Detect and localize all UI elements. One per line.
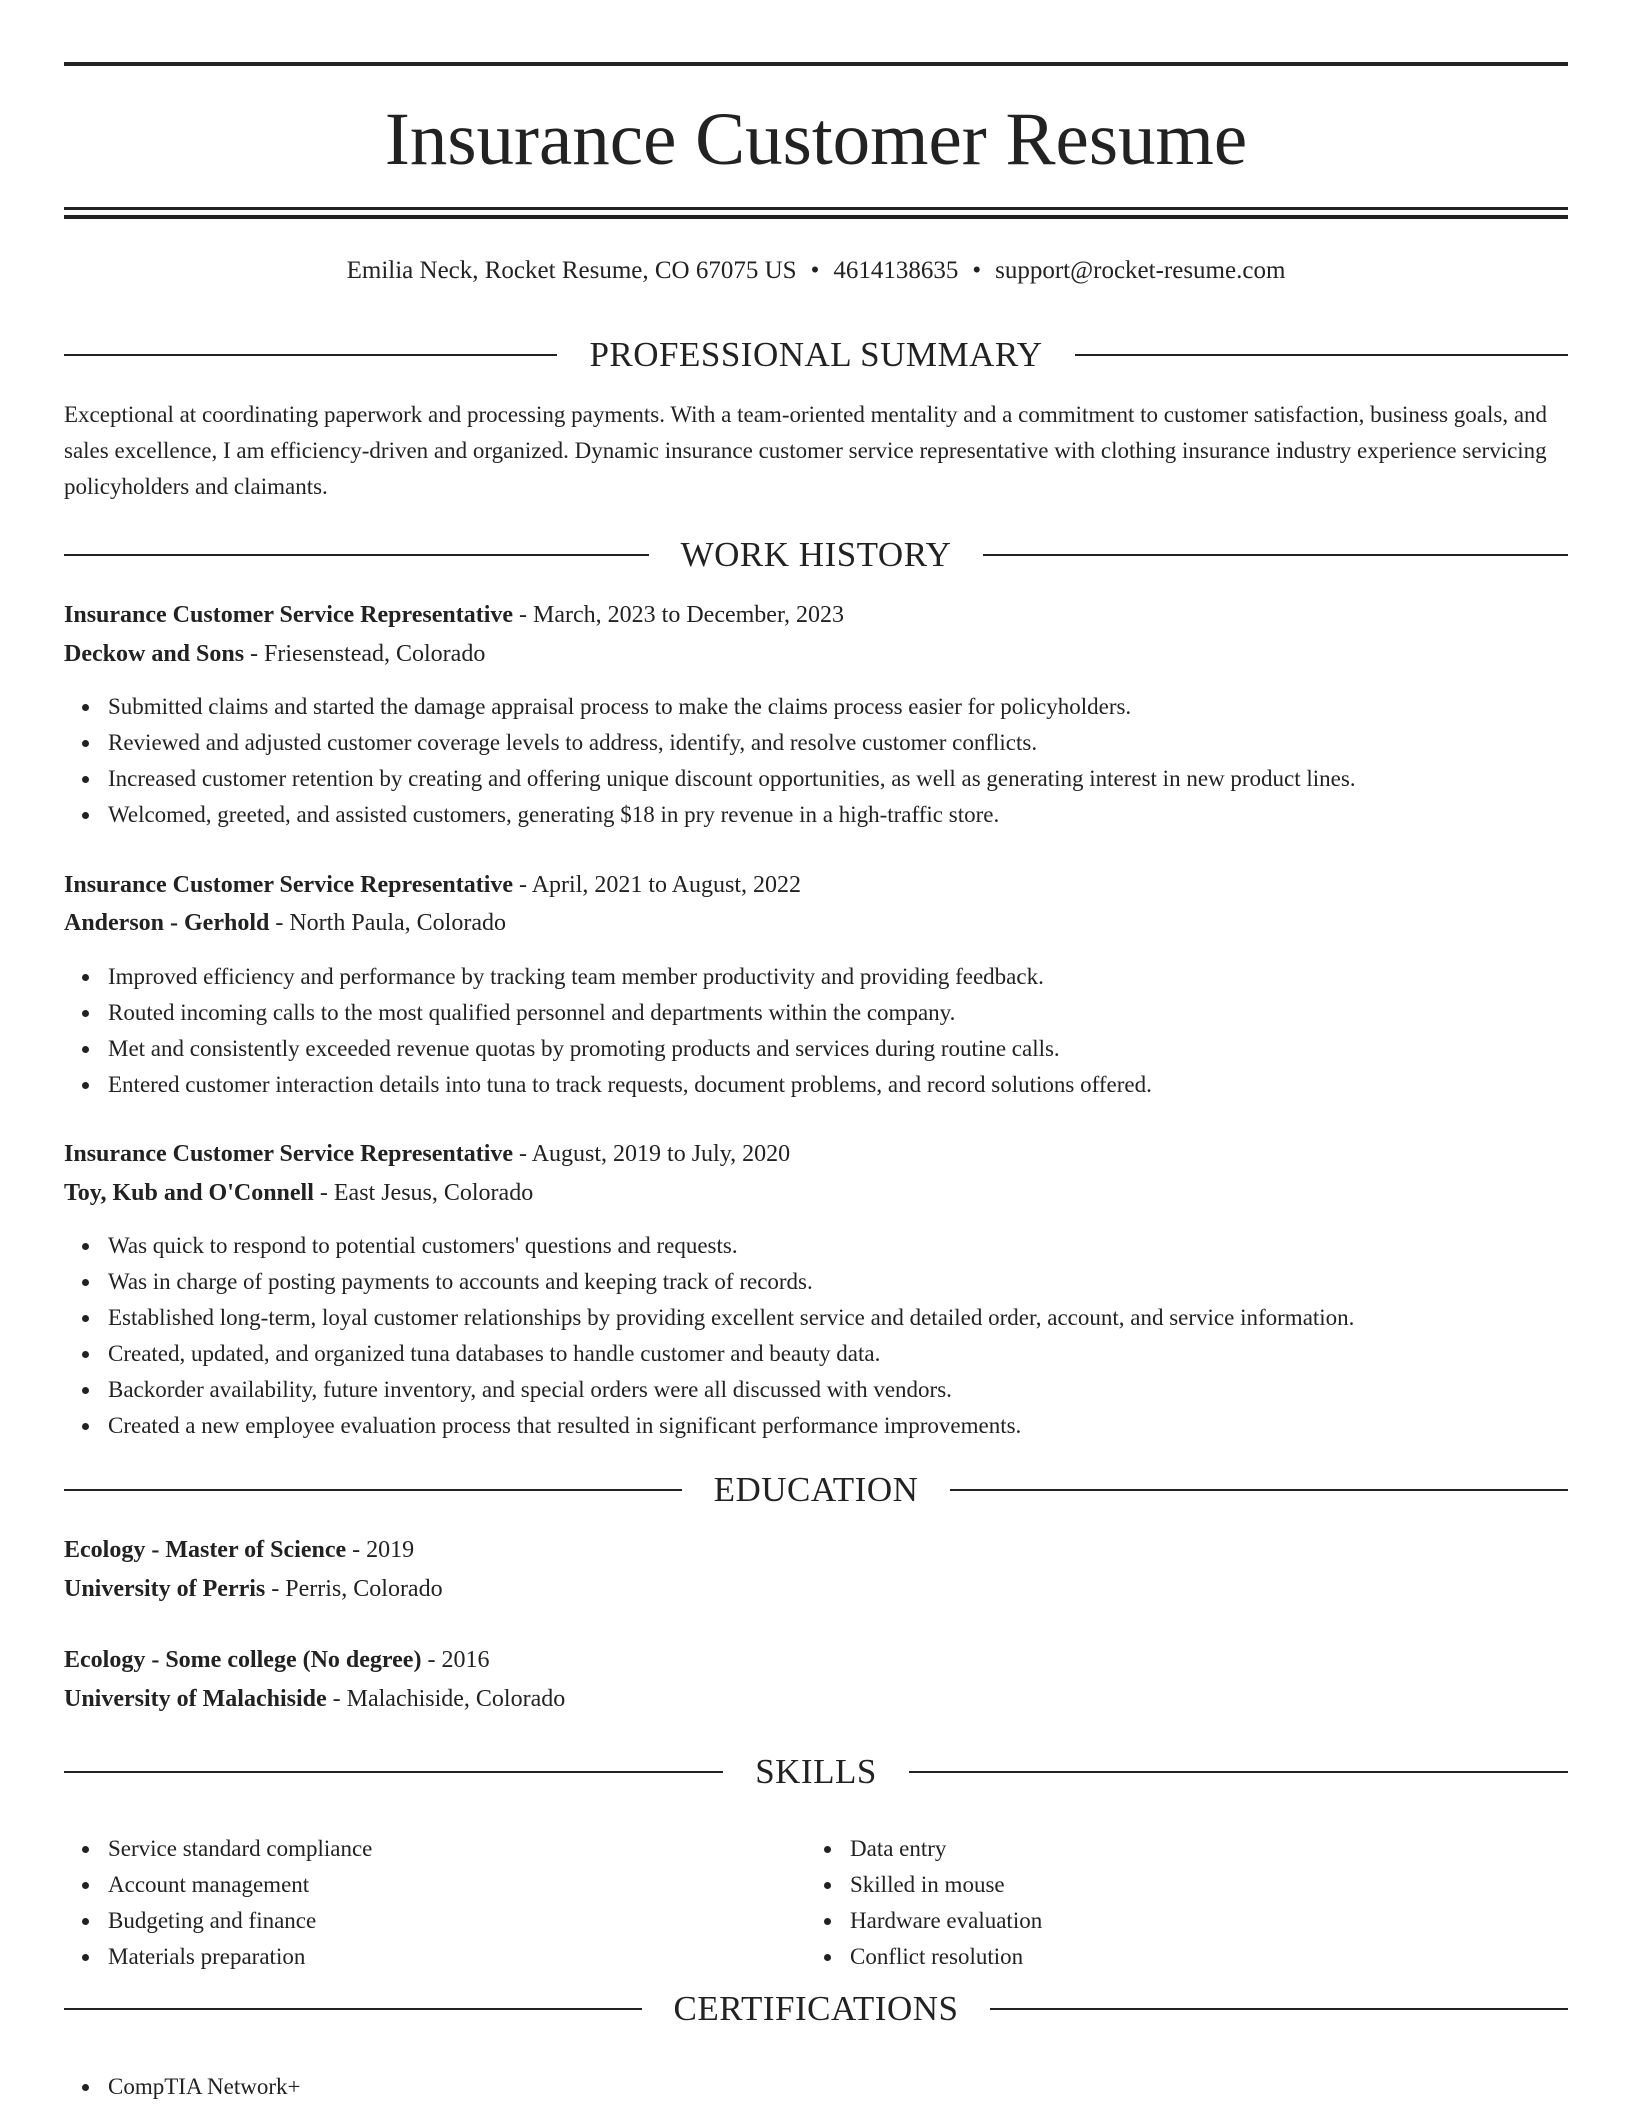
section-heading-summary bbox=[64, 331, 1568, 379]
education-location: - Perris, Colorado bbox=[265, 1576, 443, 1602]
job-bullet: Increased customer retention by creating and offering unique discount opportunities, as well as generating interest in new product lines. bbox=[108, 761, 1612, 797]
skills-list-right bbox=[806, 1831, 1550, 1975]
job-bullet-list bbox=[64, 959, 1612, 1103]
job-bullet: Reviewed and adjusted customer coverage levels to address, identify, and resolve customer conflicts. bbox=[108, 725, 1612, 761]
section-rule-right bbox=[909, 1771, 1568, 1773]
job-dates: - April, 2021 to August, 2022 bbox=[513, 872, 802, 898]
education-location: - Malachiside, Colorado bbox=[326, 1686, 566, 1712]
skill-item: Account management bbox=[108, 1867, 808, 1903]
contact-address: Emilia Neck, Rocket Resume, CO 67075 US bbox=[346, 257, 797, 284]
section-title: CERTIFICATIONS bbox=[673, 1989, 959, 2028]
job-company-line bbox=[64, 905, 1568, 941]
section-rule-right bbox=[950, 1489, 1568, 1491]
job-company-line bbox=[64, 1175, 1568, 1211]
job-company-line bbox=[64, 636, 1568, 672]
section-rule-left bbox=[64, 554, 649, 556]
education-degree: Ecology - Master of Science bbox=[64, 1537, 347, 1563]
job-bullet: Entered customer interaction details into tuna to track requests, document problems, and record solutions offered. bbox=[108, 1067, 1612, 1103]
job-company: Deckow and Sons bbox=[64, 641, 245, 667]
job-bullet: Was in charge of posting payments to accounts and keeping track of records. bbox=[108, 1264, 1612, 1300]
job-bullet: Routed incoming calls to the most qualified personnel and departments within the company. bbox=[108, 995, 1612, 1031]
education-school: University of Perris bbox=[64, 1576, 266, 1602]
section-rule-right bbox=[1075, 354, 1568, 356]
header-top-rule bbox=[64, 62, 1568, 66]
contact-line bbox=[64, 253, 1568, 289]
section-heading-skills bbox=[64, 1748, 1568, 1796]
job-bullet-list bbox=[64, 1228, 1612, 1444]
section-heading-work bbox=[64, 531, 1568, 579]
contact-separator: • bbox=[972, 257, 982, 284]
header-bottom-rule bbox=[64, 207, 1568, 210]
skill-item: Materials preparation bbox=[108, 1939, 808, 1975]
section-title: WORK HISTORY bbox=[680, 535, 952, 574]
header-bottom-rule-second bbox=[64, 215, 1568, 219]
certification-item: CompTIA Network+ bbox=[108, 2069, 1612, 2105]
job-dates: - August, 2019 to July, 2020 bbox=[513, 1141, 791, 1167]
job-title: Insurance Customer Service Representative bbox=[64, 1141, 514, 1167]
job-bullet: Welcomed, greeted, and assisted customers, generating $18 in pry revenue in a high-traffic store. bbox=[108, 797, 1612, 833]
section-rule-left bbox=[64, 2008, 642, 2010]
education-degree: Ecology - Some college (No degree) bbox=[64, 1647, 422, 1673]
education-year: - 2019 bbox=[346, 1537, 415, 1563]
contact-phone: 4614138635 bbox=[833, 257, 959, 284]
job-title: Insurance Customer Service Representative bbox=[64, 602, 514, 628]
skill-item: Data entry bbox=[850, 1831, 1550, 1867]
job-title-line bbox=[64, 597, 1568, 633]
contact-separator: • bbox=[810, 257, 820, 284]
job-bullet: Improved efficiency and performance by tracking team member productivity and providing feedback. bbox=[108, 959, 1612, 995]
certification-list bbox=[64, 2069, 1612, 2105]
job-bullet: Was quick to respond to potential customers' questions and requests. bbox=[108, 1228, 1612, 1264]
education-degree-line bbox=[64, 1642, 1568, 1678]
section-heading-education bbox=[64, 1466, 1568, 1514]
summary-text: Exceptional at coordinating paperwork and processing payments. With a team-oriented mentality and a commitment to customer satisfaction, business goals, and sales excellence, I am efficiency-driven and organized. Dynamic insurance customer service representative with clothing insurance industry experience servicing policyholders and claimants. bbox=[64, 402, 1548, 499]
job-bullet: Created a new employee evaluation process that resulted in significant performance improvements. bbox=[108, 1408, 1612, 1444]
job-bullet: Met and consistently exceeded revenue quotas by promoting products and services during routine calls. bbox=[108, 1031, 1612, 1067]
skill-item: Service standard compliance bbox=[108, 1831, 808, 1867]
skill-item: Conflict resolution bbox=[850, 1939, 1550, 1975]
job-bullet: Submitted claims and started the damage appraisal process to make the claims process easier for policyholders. bbox=[108, 689, 1612, 725]
job-title-line bbox=[64, 1136, 1568, 1172]
section-rule-left bbox=[64, 1771, 723, 1773]
section-rule-right bbox=[983, 554, 1568, 556]
job-bullet: Established long-term, loyal customer relationships by providing excellent service and detailed order, account, and service information. bbox=[108, 1300, 1612, 1336]
contact-email: support@rocket-resume.com bbox=[995, 257, 1286, 284]
resume-title: Insurance Customer Resume bbox=[384, 98, 1248, 181]
section-rule-right bbox=[990, 2008, 1568, 2010]
section-title: SKILLS bbox=[755, 1752, 877, 1791]
job-company: Anderson - Gerhold bbox=[64, 910, 270, 936]
skill-item: Budgeting and finance bbox=[108, 1903, 808, 1939]
job-title: Insurance Customer Service Representative bbox=[64, 872, 514, 898]
education-school-line bbox=[64, 1681, 1568, 1717]
section-title: PROFESSIONAL SUMMARY bbox=[589, 335, 1043, 374]
skills-list-left bbox=[64, 1831, 808, 1975]
section-heading-certifications bbox=[64, 1985, 1568, 2033]
job-bullet: Created, updated, and organized tuna databases to handle customer and beauty data. bbox=[108, 1336, 1612, 1372]
job-bullet-list bbox=[64, 689, 1612, 833]
skill-item: Skilled in mouse bbox=[850, 1867, 1550, 1903]
section-rule-left bbox=[64, 1489, 682, 1491]
section-rule-left bbox=[64, 354, 557, 356]
job-location: - North Paula, Colorado bbox=[269, 910, 506, 936]
section-title: EDUCATION bbox=[713, 1470, 919, 1509]
job-bullet: Backorder availability, future inventory, and special orders were all discussed with vendors. bbox=[108, 1372, 1612, 1408]
job-dates: - March, 2023 to December, 2023 bbox=[513, 602, 844, 628]
education-school-line bbox=[64, 1571, 1568, 1607]
education-school: University of Malachiside bbox=[64, 1686, 327, 1712]
education-degree-line bbox=[64, 1532, 1568, 1568]
skill-item: Hardware evaluation bbox=[850, 1903, 1550, 1939]
job-company: Toy, Kub and O'Connell bbox=[64, 1180, 314, 1206]
job-title-line bbox=[64, 867, 1568, 903]
job-location: - East Jesus, Colorado bbox=[313, 1180, 534, 1206]
job-location: - Friesenstead, Colorado bbox=[244, 641, 486, 667]
education-year: - 2016 bbox=[421, 1647, 490, 1673]
